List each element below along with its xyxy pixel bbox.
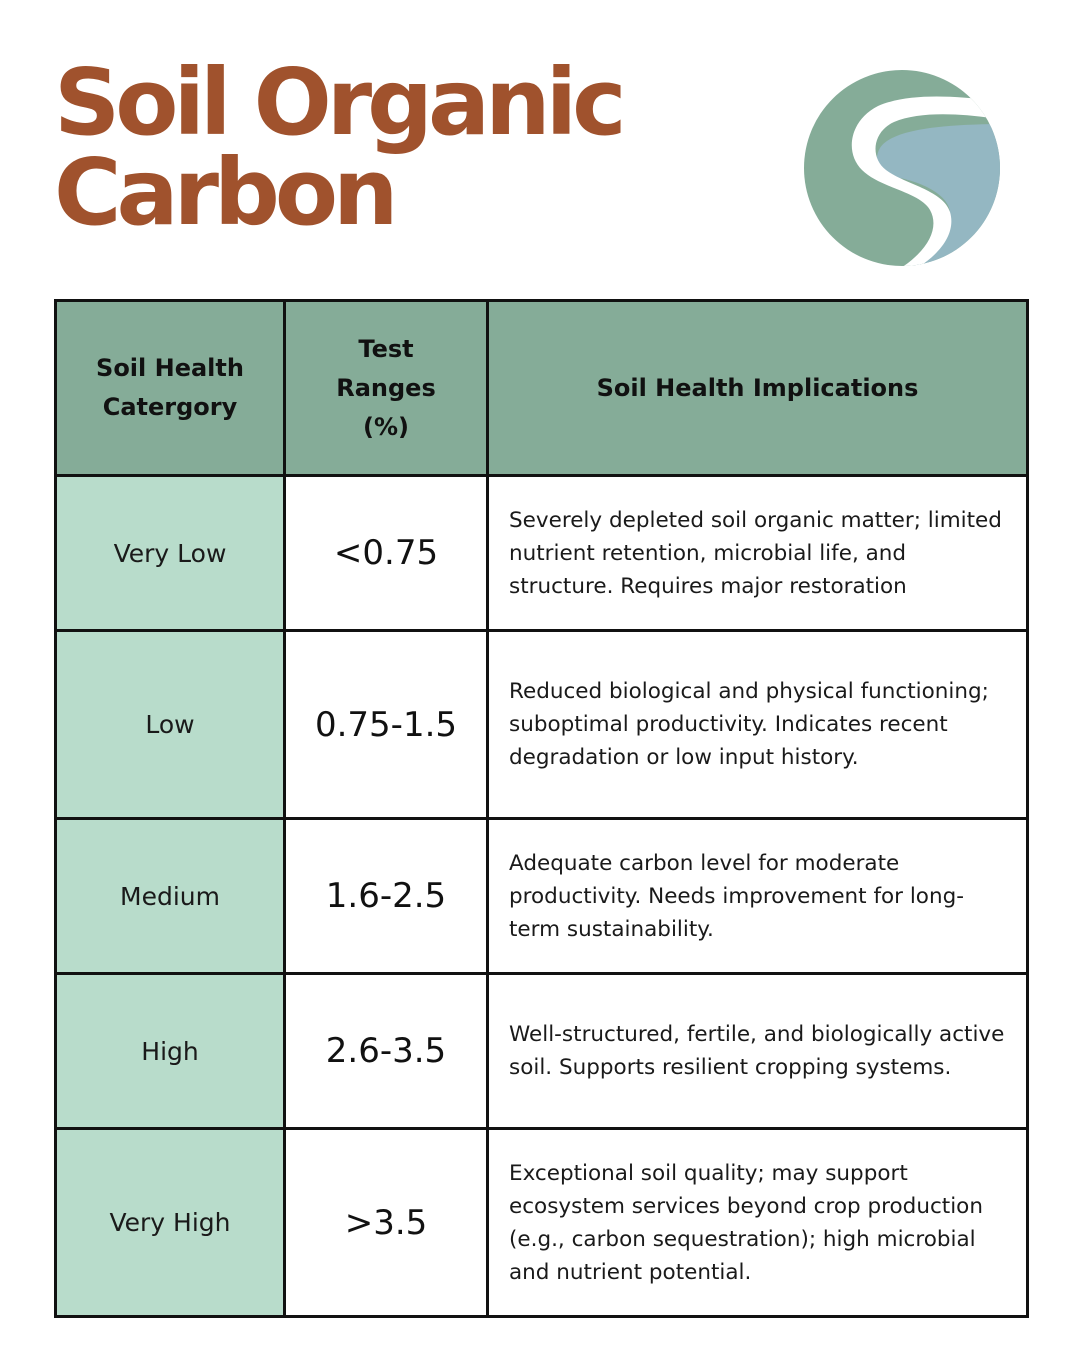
- category-cell: Very Low: [56, 476, 285, 631]
- table-row: [56, 476, 1028, 631]
- table-row: [56, 819, 1028, 974]
- category-cell: High: [56, 974, 285, 1129]
- category-cell: Low: [56, 631, 285, 819]
- header-implications: Soil Health Implications: [488, 301, 1028, 476]
- implications-cell: Adequate carbon level for moderate productivity. Needs improvement for long-term sustainability.: [488, 819, 1028, 974]
- implications-cell: Exceptional soil quality; may support ecosystem services beyond crop production (e.g., carbon sequestration); high microbial and nutrient potential.: [488, 1129, 1028, 1317]
- page-title: [54, 49, 622, 246]
- table-row: [56, 631, 1028, 819]
- title-line-2: Carbon: [54, 139, 394, 246]
- range-cell: 1.6-2.5: [285, 819, 488, 974]
- table-row: [56, 1129, 1028, 1317]
- title-line-1: Soil Organic: [54, 49, 622, 156]
- category-cell: Medium: [56, 819, 285, 974]
- implications-cell: Reduced biological and physical functioning; suboptimal productivity. Indicates recent degradation or low input history.: [488, 631, 1028, 819]
- category-cell: Very High: [56, 1129, 285, 1317]
- soil-carbon-table: [54, 299, 1026, 1318]
- implications-cell: Well-structured, fertile, and biologically active soil. Supports resilient cropping systems.: [488, 974, 1028, 1129]
- header-range: Test Ranges (%): [285, 301, 488, 476]
- implications-cell: Severely depleted soil organic matter; limited nutrient retention, microbial life, and structure. Requires major restoration: [488, 476, 1028, 631]
- range-cell: <0.75: [285, 476, 488, 631]
- river-s-logo-icon: [800, 66, 1005, 271]
- table-row: [56, 974, 1028, 1129]
- range-cell: 0.75-1.5: [285, 631, 488, 819]
- table-header-row: [56, 301, 1028, 476]
- header-category: Soil Health Catergory: [56, 301, 285, 476]
- range-cell: >3.5: [285, 1129, 488, 1317]
- range-cell: 2.6-3.5: [285, 974, 488, 1129]
